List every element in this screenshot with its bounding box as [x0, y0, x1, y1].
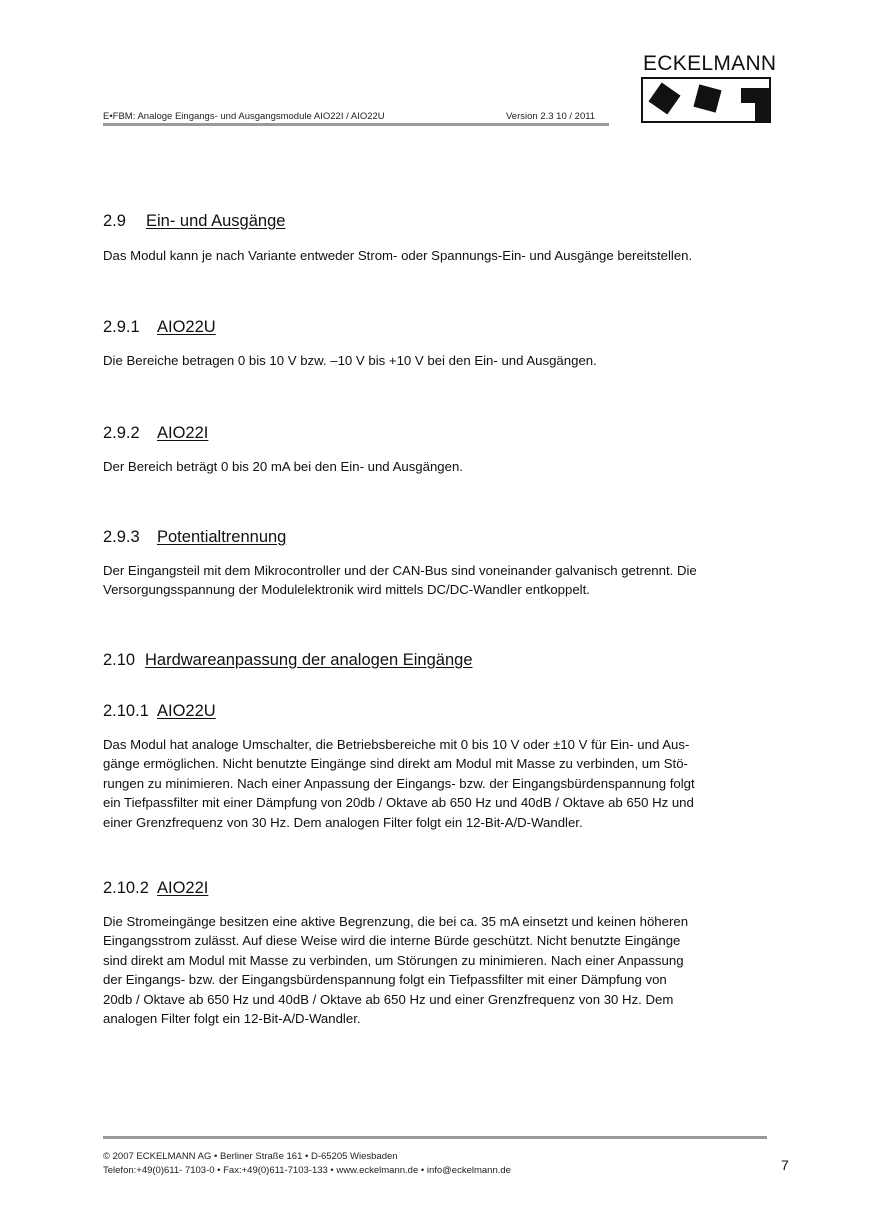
header-divider	[103, 123, 609, 126]
section-2-9-2	[103, 424, 773, 443]
logo-text: ECKELMANN	[643, 52, 777, 75]
section-2-9	[103, 212, 773, 231]
page-number: 7	[781, 1157, 789, 1173]
section-heading: 2.10.2 AIO22I	[103, 879, 209, 897]
section-2-10-2	[103, 879, 773, 898]
section-2-9-1	[103, 318, 773, 337]
section-body: Die Stromeingänge besitzen eine aktive Begrenzung, die bei ca. 35 mA einsetzt und keinen höheren Eingangsstrom zulässt. Auf diese Weise wird die interne Bürde geschützt. Nicht benutzte Eingänge sind direkt am Modul mit Masse zu verbinden, um Störungen zu minimieren. Nach einer Anpassung der Eingangs- bzw. der Eingangsbürdenspannung folgt ein Tiefpassfilter mit einer Dämpfung von 20db / Oktave ab 650 Hz und 40dB / Oktave ab 650 Hz und einer Grenzfrequenz von 30 Hz. Dem analogen Filter folgt ein 12-Bit-A/D-Wandler.	[103, 914, 689, 1027]
section-body: Die Bereiche betragen 0 bis 10 V bzw. –10 V bis +10 V bei den Ein- und Ausgängen.	[103, 353, 597, 368]
header-doc-title: E•FBM: Analoge Eingangs- und Ausgangsmodule AIO22I / AIO22U	[103, 111, 385, 122]
section-body: Das Modul kann je nach Variante entweder Strom- oder Spannungs-Ein- und Ausgänge bereitstellen.	[103, 248, 693, 263]
section-2-10	[103, 651, 773, 670]
section-heading: 2.9 Ein- und Ausgänge	[103, 212, 286, 230]
section-heading: 2.9.1 AIO22U	[103, 318, 216, 336]
section-heading: 2.10.1 AIO22U	[103, 702, 216, 720]
footer-address: © 2007 ECKELMANN AG • Berliner Straße 161 • D-65205 Wiesbaden	[103, 1151, 398, 1162]
section-2-9-3	[103, 528, 773, 547]
section-body: Der Eingangsteil mit dem Mikrocontroller und der CAN-Bus sind voneinander galvanisch getrennt. Die Versorgungsspannung der Modulelektronik wird mittels DC/DC-Wandler entkoppelt.	[103, 563, 697, 598]
section-2-10-1	[103, 702, 773, 721]
footer-contact: Telefon:+49(0)611- 7103-0 • Fax:+49(0)611-7103-133 • www.eckelmann.de • info@eckelmann.de	[103, 1165, 511, 1176]
section-heading: 2.9.3 Potentialtrennung	[103, 528, 287, 546]
section-body: Der Bereich beträgt 0 bis 20 mA bei den Ein- und Ausgängen.	[103, 459, 463, 474]
footer-divider	[103, 1136, 767, 1139]
section-heading: 2.9.2 AIO22I	[103, 424, 209, 442]
header-version: Version 2.3 10 / 2011	[506, 111, 596, 122]
section-body: Das Modul hat analoge Umschalter, die Betriebsbereiche mit 0 bis 10 V oder ±10 V für Ein- und Aus- gänge ermöglichen. Nicht benutzte Eingänge sind direkt am Modul mit Masse zu verbinden, um Stö- rungen zu minimieren. Nach einer Anpassung der Eingangs- bzw. der Eingangsbürdenspannung folgt ein Tiefpassfilter mit einer Dämpfung von 20db / Oktave ab 650 Hz und 40dB / Oktave ab 650 Hz und einer Grenzfrequenz von 30 Hz. Dem analogen Filter folgt ein 12-Bit-A/D-Wandler.	[103, 737, 695, 830]
section-heading: 2.10 Hardwareanpassung der analogen Eingänge	[103, 651, 473, 669]
eckelmann-logo-icon	[640, 76, 772, 124]
